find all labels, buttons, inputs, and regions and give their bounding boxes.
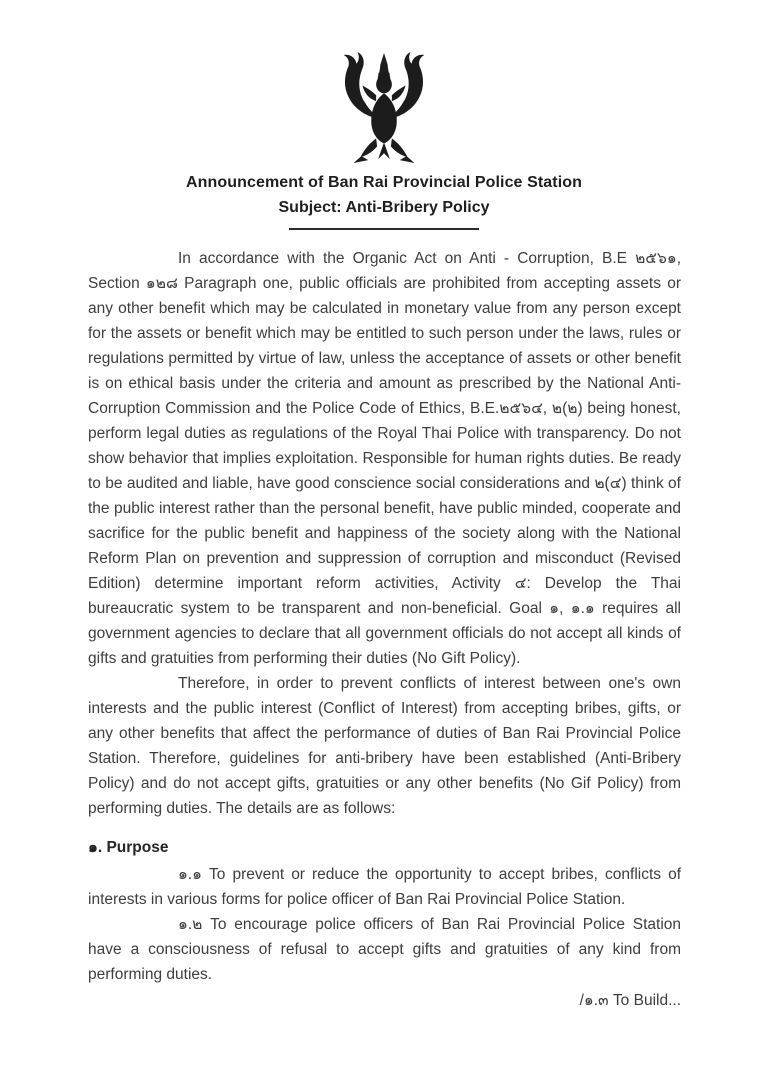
- document-title: Announcement of Ban Rai Provincial Police Station: [185, 174, 583, 191]
- document-subject: Subject: Anti-Bribery Policy: [278, 199, 490, 216]
- page-continuation-marker: /๑.๓ To Build...: [579, 992, 681, 1009]
- purpose-item-1: ๑.๑ To prevent or reduce the opportunity to accept bribes, conflicts of interests in various forms for police officer of Ban Rai Provincial Police Station.: [88, 866, 681, 908]
- title-divider: [289, 228, 479, 230]
- paragraph-policy-intro: Therefore, in order to prevent conflicts of interest between one's own interests and the public interest (Conflict of Interest) from accepting bribes, gifts, or any other benefits that affect the performance of duties of Ban Rai Provincial Police Station. Therefore, guidelines for anti-bribery have been established (Anti-Bribery Policy) and do not accept gifts, gratuities or any other benefits (No Gif Policy) from performing duties. The details are as follows:: [88, 675, 681, 817]
- section-heading-purpose: ๑. Purpose: [88, 839, 169, 856]
- document-body: [88, 246, 681, 1013]
- garuda-emblem-icon: [325, 52, 443, 164]
- purpose-item-2: ๑.๒ To encourage police officers of Ban Rai Provincial Police Station have a consciousness of refusal to accept gifts and gratuities of any kind from performing duties.: [88, 916, 681, 983]
- document-header: [0, 170, 768, 230]
- paragraph-legal-basis: In accordance with the Organic Act on Anti - Corruption, B.E ๒๕๖๑, Section ๑๒๘ Paragraph one, public officials are prohibited from accepting assets or any other benefit which may be calculated in monetary value from any person except for the assets or benefit which may be entitled to such person under the laws, rules or regulations permitted by virtue of law, unless the acceptance of assets or other benefit is on ethical basis under the criteria and amount as prescribed by the National Anti-Corruption Commission and the Police Code of Ethics, B.E.๒๕๖๔, ๒(๒) being honest, perform legal duties as regulations of the Royal Thai Police with transparency. Do not show behavior that implies exploitation. Responsible for human rights duties. Be ready to be audited and liable, have good conscience social considerations and ๒(๔) think of the public interest rather than the personal benefit, have public minded, cooperate and sacrifice for the public benefit and happiness of the society along with the National Reform Plan on prevention and suppression of corruption and misconduct (Revised Edition) determine important reform activities, Activity ๔: Develop the Thai bureaucratic system to be transparent and non-beneficial. Goal ๑, ๑.๑ requires all government agencies to declare that all government officials do not accept all kinds of gifts and gratuities from performing their duties (No Gift Policy).: [88, 250, 681, 667]
